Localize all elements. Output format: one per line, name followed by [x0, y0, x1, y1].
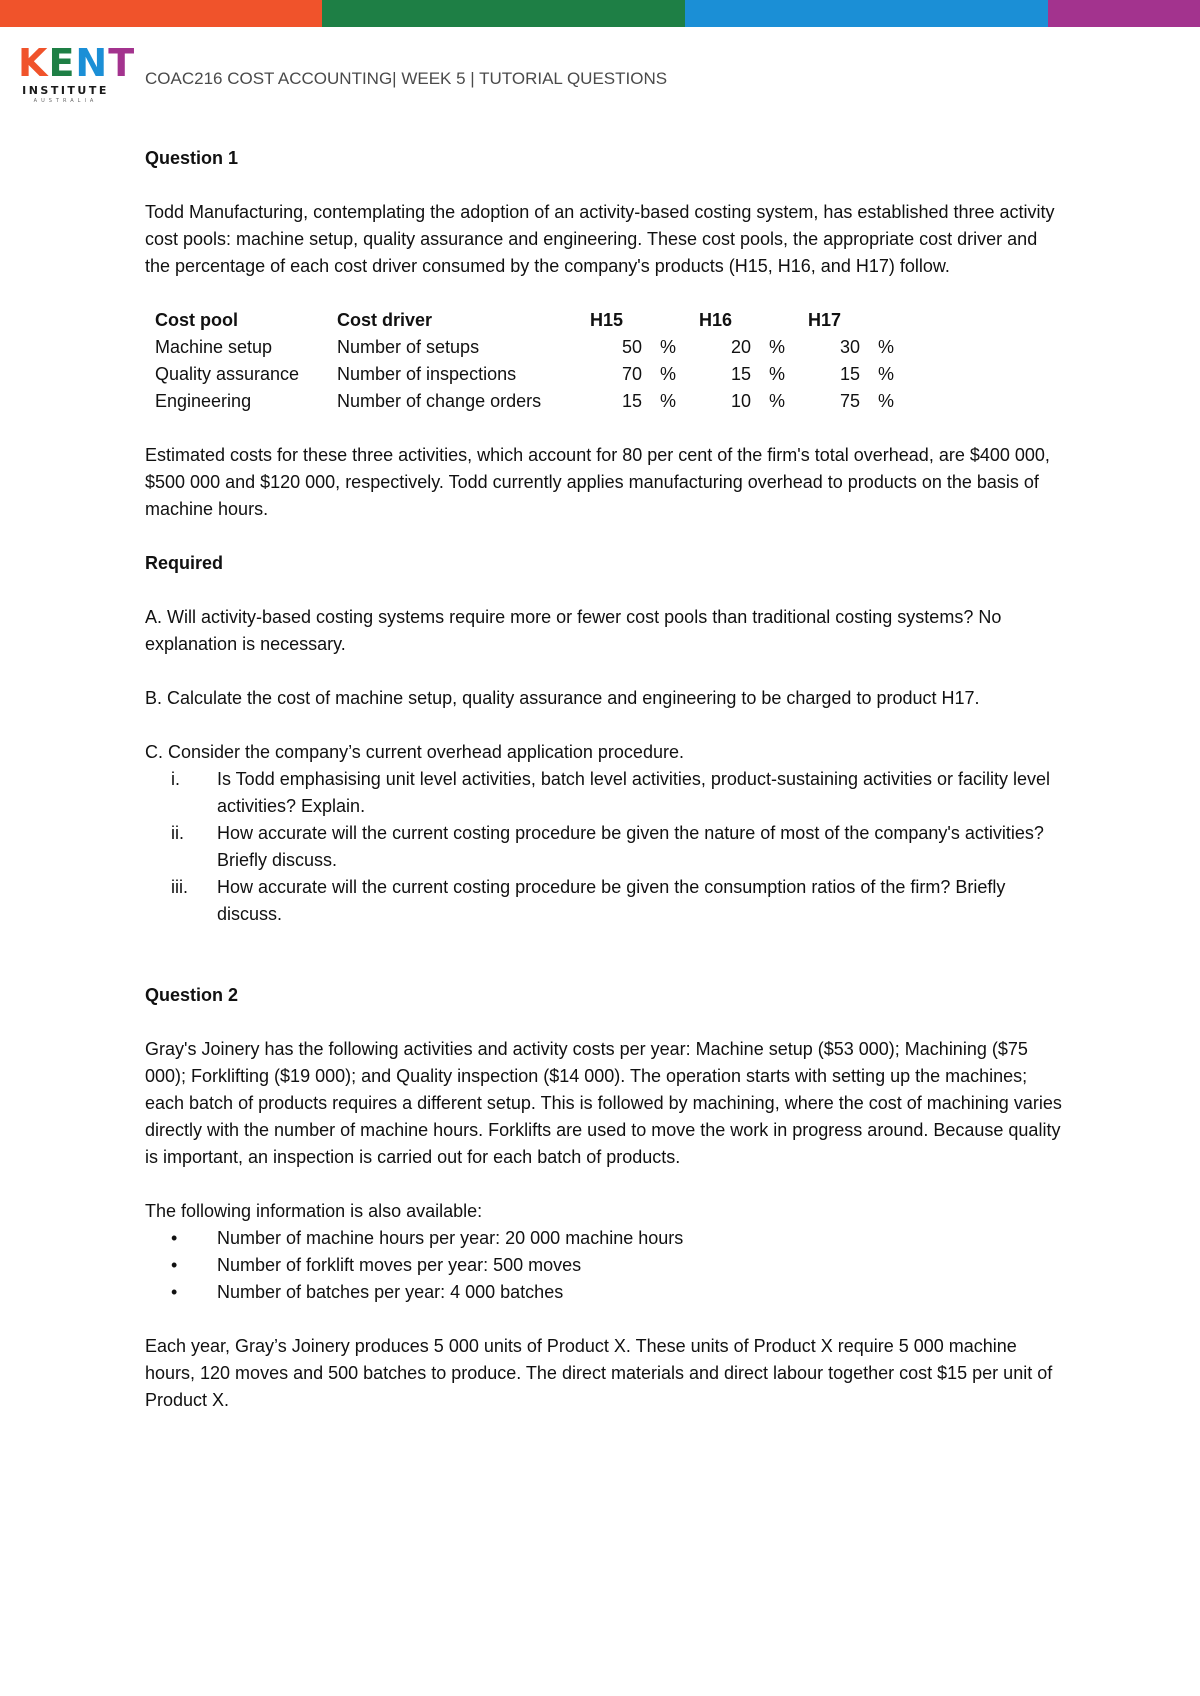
value-h15: 70 — [621, 364, 642, 384]
cell-driver: Number of change orders — [337, 391, 542, 411]
list-text: Number of batches per year: 4 000 batches — [217, 1282, 564, 1302]
spacer — [145, 955, 1065, 982]
value-h16: 15 — [730, 364, 751, 384]
logo-letter-k: K — [18, 41, 49, 85]
list-item — [145, 820, 1065, 874]
cell-pool: Engineering — [155, 391, 252, 411]
logo-letter-t: T — [108, 41, 136, 85]
header-h16: H16 — [699, 310, 733, 330]
value-h15: 50 — [621, 337, 642, 357]
list-item — [145, 1252, 1065, 1279]
kent-institute-logo — [18, 41, 136, 104]
list-number: i. — [171, 769, 180, 789]
logo-wordmark — [18, 41, 136, 85]
list-text: How accurate will the current costing procedure be given the consumption ratios of the firm? Briefly discuss. — [217, 877, 1006, 924]
header-h17: H17 — [808, 310, 842, 330]
percent-sign: % — [769, 391, 786, 411]
document-body — [145, 145, 1065, 1441]
percent-sign: % — [878, 364, 895, 384]
part-a: A. Will activity-based costing systems require more or fewer cost pools than traditional costing systems? No explanation is necessary. — [145, 607, 1002, 654]
percent-sign: % — [769, 364, 786, 384]
part-b: B. Calculate the cost of machine setup, quality assurance and engineering to be charged to product H17. — [145, 688, 980, 708]
question-2-intro: Gray's Joinery has the following activities and activity costs per year: Machine setup ($53 000); Machining ($75 000); Forklifting ($19 000); and Quality inspection ($14 000). The operation starts with setting up the machines; each batch of products requires a different setup. This is followed by machining, where the cost of machining varies directly with the number of machine hours. Forklifts are used to move the work in progress around. Because quality is important, an inspection is carried out for each batch of products. — [145, 1039, 1062, 1167]
cost-pool-table — [155, 307, 917, 415]
bullet-icon: • — [171, 1282, 178, 1302]
cell-pool: Quality assurance — [155, 364, 300, 384]
list-item — [145, 874, 1065, 928]
table-row — [155, 334, 917, 361]
table-header-row — [155, 307, 917, 334]
list-number: iii. — [171, 877, 188, 897]
part-c-subquestions — [145, 766, 1065, 928]
cell-driver: Number of setups — [337, 337, 480, 357]
percent-sign: % — [660, 391, 677, 411]
page-header-title: COAC216 COST ACCOUNTING| WEEK 5 | TUTORIAL QUESTIONS — [145, 69, 668, 88]
top-color-bar — [0, 0, 1200, 27]
cell-h17 — [808, 361, 917, 388]
bullet-icon: • — [171, 1228, 178, 1248]
percent-sign: % — [660, 337, 677, 357]
question-1-title: Question 1 — [145, 148, 239, 168]
list-text: Is Todd emphasising unit level activities, batch level activities, product-sustaining activities or facility level activities? Explain. — [217, 769, 1051, 816]
logo-letter-e: E — [48, 41, 76, 85]
header-cost-pool: Cost pool — [155, 310, 238, 330]
value-h17: 15 — [839, 364, 860, 384]
cell-h15 — [590, 361, 699, 388]
percent-sign: % — [660, 364, 677, 384]
value-h15: 15 — [621, 391, 642, 411]
info-intro: The following information is also available: — [145, 1201, 483, 1221]
cell-h17 — [808, 388, 917, 415]
table-row — [155, 361, 917, 388]
list-item — [145, 766, 1065, 820]
cell-h15 — [590, 388, 699, 415]
list-text: Number of machine hours per year: 20 000 machine hours — [217, 1228, 684, 1248]
percent-sign: % — [878, 337, 895, 357]
question-1-estimated-costs: Estimated costs for these three activities, which account for 80 per cent of the firm's total overhead, are $400 000, $500 000 and $120 000, respectively. Todd currently applies manufacturing overhead to products on the basis of machine hours. — [145, 445, 1050, 519]
question-1-intro: Todd Manufacturing, contemplating the adoption of an activity-based costing system, has established three activity cost pools: machine setup, quality assurance and engineering. These cost pools, the appropriate cost driver and the percentage of each cost driver consumed by the company's products (H15, H16, and H17) follow. — [145, 202, 1055, 276]
logo-letter-n: N — [75, 41, 109, 85]
percent-sign: % — [878, 391, 895, 411]
list-number: ii. — [171, 823, 184, 843]
bullet-icon: • — [171, 1255, 178, 1275]
cell-h16 — [699, 388, 808, 415]
list-text: Number of forklift moves per year: 500 moves — [217, 1255, 582, 1275]
color-bar-green — [322, 0, 685, 27]
list-item — [145, 1279, 1065, 1306]
table-row — [155, 388, 917, 415]
part-c: C. Consider the company’s current overhead application procedure. — [145, 742, 684, 762]
cell-pool: Machine setup — [155, 337, 273, 357]
cell-h17 — [808, 334, 917, 361]
required-heading: Required — [145, 553, 224, 573]
question-2-title: Question 2 — [145, 985, 239, 1005]
cell-h16 — [699, 361, 808, 388]
list-text: How accurate will the current costing procedure be given the nature of most of the company's activities? Briefly discuss. — [217, 823, 1044, 870]
logo-institute: INSTITUTE — [22, 84, 109, 97]
value-h17: 75 — [839, 391, 860, 411]
percent-sign: % — [769, 337, 786, 357]
question-2-closing: Each year, Gray’s Joinery produces 5 000 units of Product X. These units of Product X require 5 000 machine hours, 120 moves and 500 batches to produce. The direct materials and direct labour together cost $15 per unit of Product X. — [145, 1336, 1053, 1410]
color-bar-purple — [1048, 0, 1200, 27]
value-h16: 20 — [730, 337, 751, 357]
color-bar-orange — [0, 0, 322, 27]
header-cost-driver: Cost driver — [337, 310, 433, 330]
header-h15: H15 — [590, 310, 624, 330]
value-h16: 10 — [730, 391, 751, 411]
color-bar-blue — [685, 0, 1048, 27]
cell-driver: Number of inspections — [337, 364, 517, 384]
cell-h15 — [590, 334, 699, 361]
info-bullet-list — [145, 1225, 1065, 1306]
cell-h16 — [699, 334, 808, 361]
value-h17: 30 — [839, 337, 860, 357]
list-item — [145, 1225, 1065, 1252]
logo-country: AUSTRALIA — [33, 98, 98, 104]
